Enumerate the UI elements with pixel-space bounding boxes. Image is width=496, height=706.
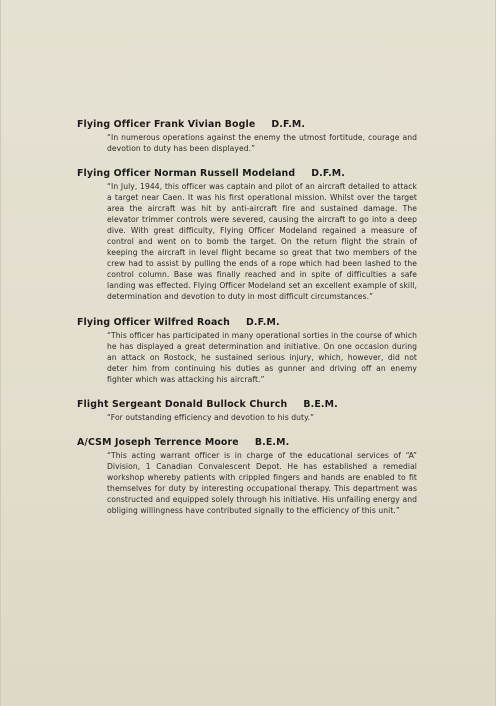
recipient-name: Flight Sergeant Donald Bullock Church [77,399,288,410]
entry-heading [77,167,417,180]
citation-text: “In July, 1944, this officer was captain and pilot of an aircraft detailed to attack a target near Caen. It was his first operational mission. Whilst over the target area the aircraft was hit by anti-aircraft fire and sustained damage. The elevator trimmer controls were severed, causing the aircraft to go into a deep dive. With great difficulty, Flying Officer Modeland regained a measure of control and went on to bomb the target. On the return flight the strain of keeping the aircraft in level flight became so great that two members of the crew had to assist by pulling the ends of a rope which had been lashed to the control column. Base was finally reached and in spite of difficulties a safe landing was effected. Flying Officer Modeland set an excellent example of skill, determination and devotion to duty in most difficult circumstances.” [107,182,417,301]
entry-heading [77,118,417,131]
citation-entry-church [77,398,417,423]
citations-list [77,118,417,516]
citation-entry-moore [77,436,417,516]
award-name: B.E.M. [303,399,338,410]
citation-text: “In numerous operations against the enemy the utmost fortitude, courage and devotion to duty has been displayed.” [107,133,417,153]
citation-text: “For outstanding efficiency and devotion to his duty.” [107,413,315,422]
award-name: D.F.M. [311,168,345,179]
citation-text: “This acting warrant officer is in charge of the educational services of “A” Division, 1 Canadian Convalescent Depot. He has established a remedial workshop whereby patients with crippled fingers and hands are enabled to fit themselves for duty by interesting occupational therapy. This department was constructed and equipped solely through his initiative. His unfailing energy and obliging willingness have contributed signally to the efficiency of this unit.” [107,451,417,515]
recipient-name: Flying Officer Frank Vivian Bogle [77,119,256,130]
citation-text: “This officer has participated in many operational sorties in the course of which he has displayed a great determination and initiative. On one occasion during an attack on Rostock, he sustained serious injury, which, however, did not deter him from continuing his duties as gunner and driving off an enemy fighter which was attacking his aircraft.” [107,331,417,384]
entry-heading [77,398,417,411]
award-name: B.E.M. [254,437,290,448]
award-name: D.F.M. [271,119,306,130]
recipient-name: Flying Officer Wilfred Roach [77,317,230,328]
recipient-name: A/CSM Joseph Terrence Moore [77,437,239,448]
award-name: D.F.M. [245,317,280,328]
entry-heading [77,436,417,449]
citation-entry-modeland [77,167,417,302]
recipient-name: Flying Officer Norman Russell Modeland [77,168,296,179]
entry-heading [77,316,417,329]
citation-entry-roach [77,316,417,385]
citation-entry-bogle [77,118,417,154]
